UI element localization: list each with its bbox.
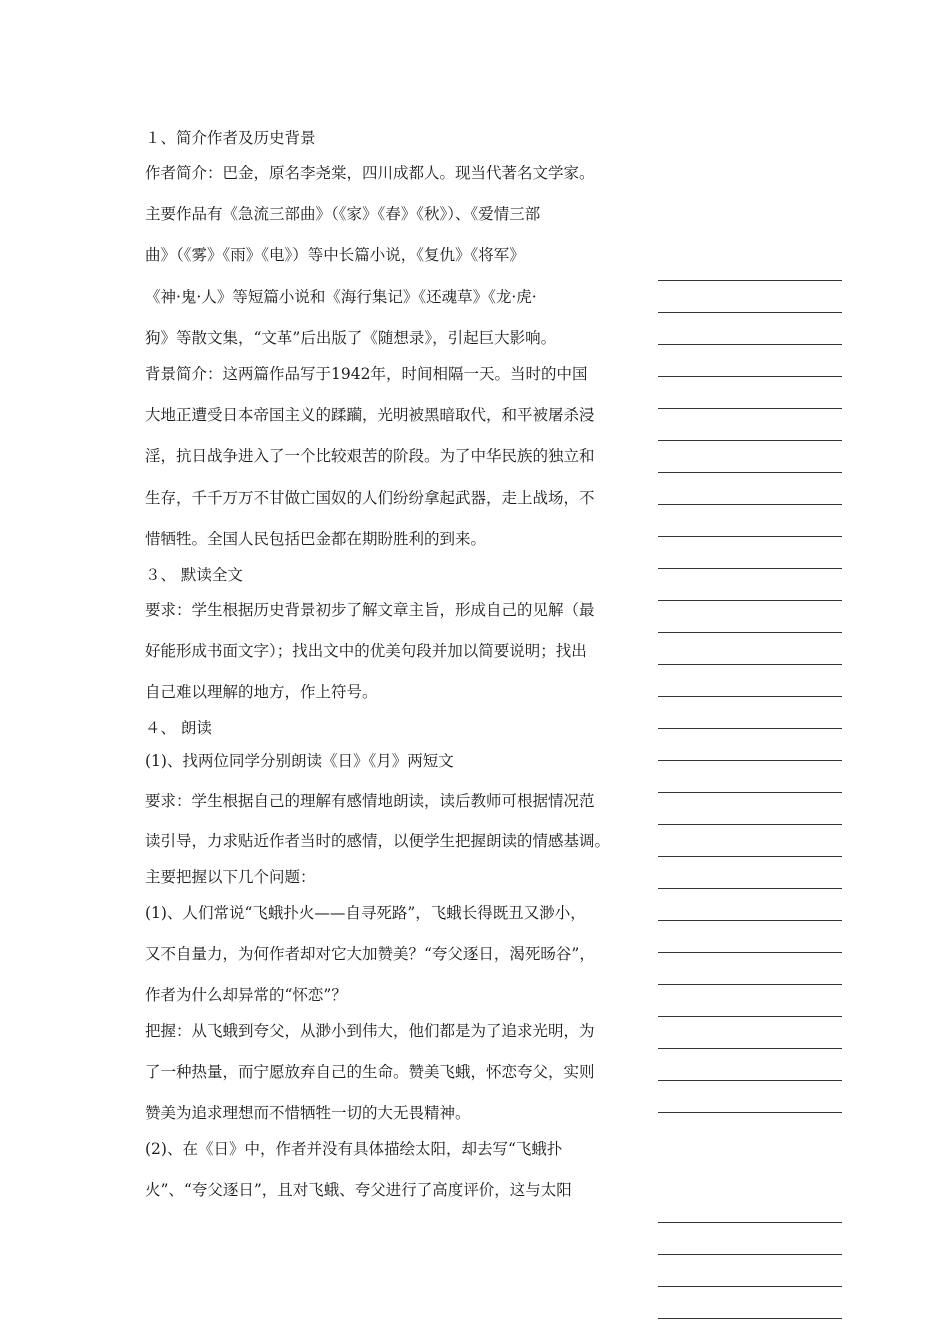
note-rule <box>658 952 842 953</box>
note-rule <box>658 440 842 441</box>
text-line: 作者为什么却异常的“怀恋”？ <box>145 986 347 1004</box>
text-line: 惜牺牲。全国人民包括巴金都在期盼胜利的到来。 <box>145 530 487 548</box>
note-rule <box>658 408 842 409</box>
note-rule <box>658 664 842 665</box>
note-rule <box>658 600 842 601</box>
text-line: 《神·鬼·人》等短篇小说和《海行集记》《还魂草》《龙·虎· <box>145 288 537 306</box>
note-rule <box>658 472 842 473</box>
note-rule <box>658 728 842 729</box>
note-rule <box>658 888 842 889</box>
section-heading-1: １、简介作者及历史背景 <box>145 129 316 147</box>
text-line: 要求：学生根据自己的理解有感情地朗读，读后教师可根据情况范 <box>145 792 595 810</box>
note-rule <box>658 1318 842 1319</box>
note-rule <box>658 536 842 537</box>
note-rule <box>658 792 842 793</box>
note-rule <box>658 1112 842 1113</box>
note-rule <box>658 312 842 313</box>
note-rule <box>658 1080 842 1081</box>
note-rule <box>658 280 842 281</box>
note-rule <box>658 760 842 761</box>
text-line: (1)、人们常说“飞蛾扑火——自寻死路”，飞蛾长得既丑又渺小， <box>145 904 586 922</box>
text-line: 把握：从飞蛾到夸父，从渺小到伟大，他们都是为了追求光明，为 <box>145 1022 595 1040</box>
text-line: 要求：学生根据历史背景初步了解文章主旨，形成自己的见解（最 <box>145 601 595 619</box>
text-line: 狗》等散文集，“文革”后出版了《随想录》，引起巨大影响。 <box>145 329 557 347</box>
text-line: 主要作品有《急流三部曲》（《家》《春》《秋》）、《爱情三部 <box>145 205 541 223</box>
note-rule <box>658 1222 842 1223</box>
note-rule <box>658 824 842 825</box>
note-rule <box>658 920 842 921</box>
note-rule <box>658 696 842 697</box>
note-rule <box>658 632 842 633</box>
text-line: (2)、在《日》中，作者并没有具体描绘太阳，却去写“飞蛾扑 <box>145 1140 563 1158</box>
text-line: 淫，抗日战争进入了一个比较艰苦的阶段。为了中华民族的独立和 <box>145 447 595 465</box>
text-line: 好能形成书面文字）；找出文中的优美句段并加以简要说明；找出 <box>145 642 587 660</box>
note-rule <box>658 1016 842 1017</box>
text-line: 曲》（《雾》《雨》《电》）等中长篇小说，《复仇》《将军》 <box>145 246 525 264</box>
text-line: 火”、“夸父逐日”，且对飞蛾、夸父进行了高度评价，这与太阳 <box>145 1181 572 1199</box>
text-line: 了一种热量，而宁愿放弃自己的生命。赞美飞蛾，怀恋夸父，实则 <box>145 1063 595 1081</box>
note-rule <box>658 504 842 505</box>
text-line: 又不自量力，为何作者却对它大加赞美？“夸父逐日，渴死旸谷”， <box>145 945 595 963</box>
note-rule <box>658 1254 842 1255</box>
note-rule <box>658 376 842 377</box>
text-line: (1)、找两位同学分别朗读《日》《月》两短文 <box>145 752 454 770</box>
text-line: 赞美为追求理想而不惜牺牲一切的大无畏精神。 <box>145 1104 471 1122</box>
note-rule <box>658 344 842 345</box>
note-rule <box>658 1048 842 1049</box>
text-line: 读引导，力求贴近作者当时的感情，以便学生把握朗读的情感基调。 <box>145 832 611 850</box>
section-heading-4: ４、 朗读 <box>145 719 212 737</box>
text-line: 背景简介：这两篇作品写于1942年，时间相隔一天。当时的中国 <box>145 365 588 383</box>
text-line: 生存，千千万万不甘做亡国奴的人们纷纷拿起武器，走上战场，不 <box>145 489 595 507</box>
text-line: 主要把握以下几个问题： <box>145 868 316 886</box>
note-rule <box>658 984 842 985</box>
note-rule <box>658 568 842 569</box>
text-line: 大地正遭受日本帝国主义的蹂躏，光明被黑暗取代，和平被屠杀浸 <box>145 406 595 424</box>
section-heading-3: ３、 默读全文 <box>145 566 243 584</box>
note-rule <box>658 1286 842 1287</box>
text-line: 自己难以理解的地方，作上符号。 <box>145 683 378 701</box>
text-line: 作者简介：巴金，原名李尧棠，四川成都人。现当代著名文学家。 <box>145 164 595 182</box>
note-rule <box>658 856 842 857</box>
